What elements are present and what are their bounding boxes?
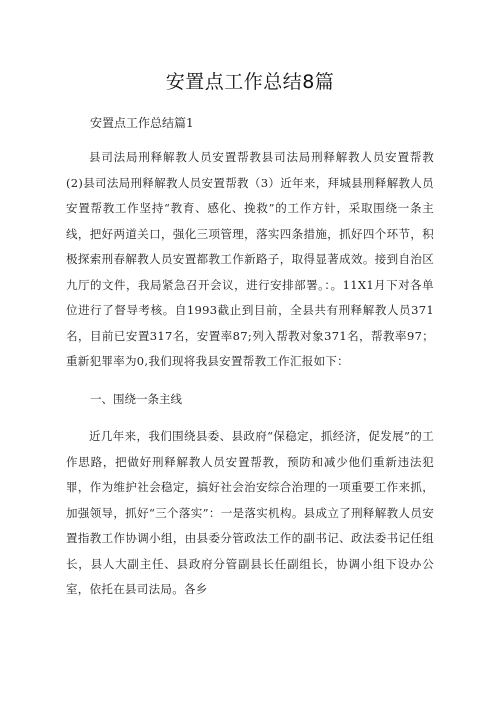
- subheading: 一、围绕一条主线: [90, 391, 182, 406]
- document-title: 安置点工作总结8篇: [165, 71, 335, 93]
- body-paragraph: 县司法局刑释解教人员安置帮教县司法局刑释解教人员安置帮教(2)县司法局刑释解教人员安置帮教（3）近年来，拜城县刑释解教人员安置帮教工作坚持“教育、感化、挽救”的工作方针，采取围绕一条主线，把好两道关口，强化三项管理，落实四条措施，抓好四个环节，积极探索刑春解教人员安置都教工作新路子，取得显著成效。接到自治区九厅的文件，我局紧急召开会议，进行安排部署。：。11X1月下对各单位进行了督导考核。自1993截止到目前，全县共有刑释解教人员371名，目前已安置317名，安置率87;列入帮教对象371名，帮教率97；重新犯罪率为0,我们现将我县安置帮教工作汇报如下：: [66, 150, 434, 368]
- body-paragraph: 近几年来，我们围绕县委、县政府“保稳定，抓经济，促发展”的工作思路，把做好刑释解教人员安置帮教，预防和减少他们重新违法犯罪，作为维护社会稳定，搞好社会治安综合治理的一项重要工作来抓，加强领导，抓好“三个落实”：一是落实机构。县成立了刑释解教人员安置指教工作协调小组，由县委分管政法工作的副书记、政法委书记任组长，县人大副主任、县政府分管副县长任副组长，协调小组下设办公室，依托在县司法局。各乡: [66, 429, 434, 596]
- section-title: 安置点工作总结篇1: [90, 116, 194, 130]
